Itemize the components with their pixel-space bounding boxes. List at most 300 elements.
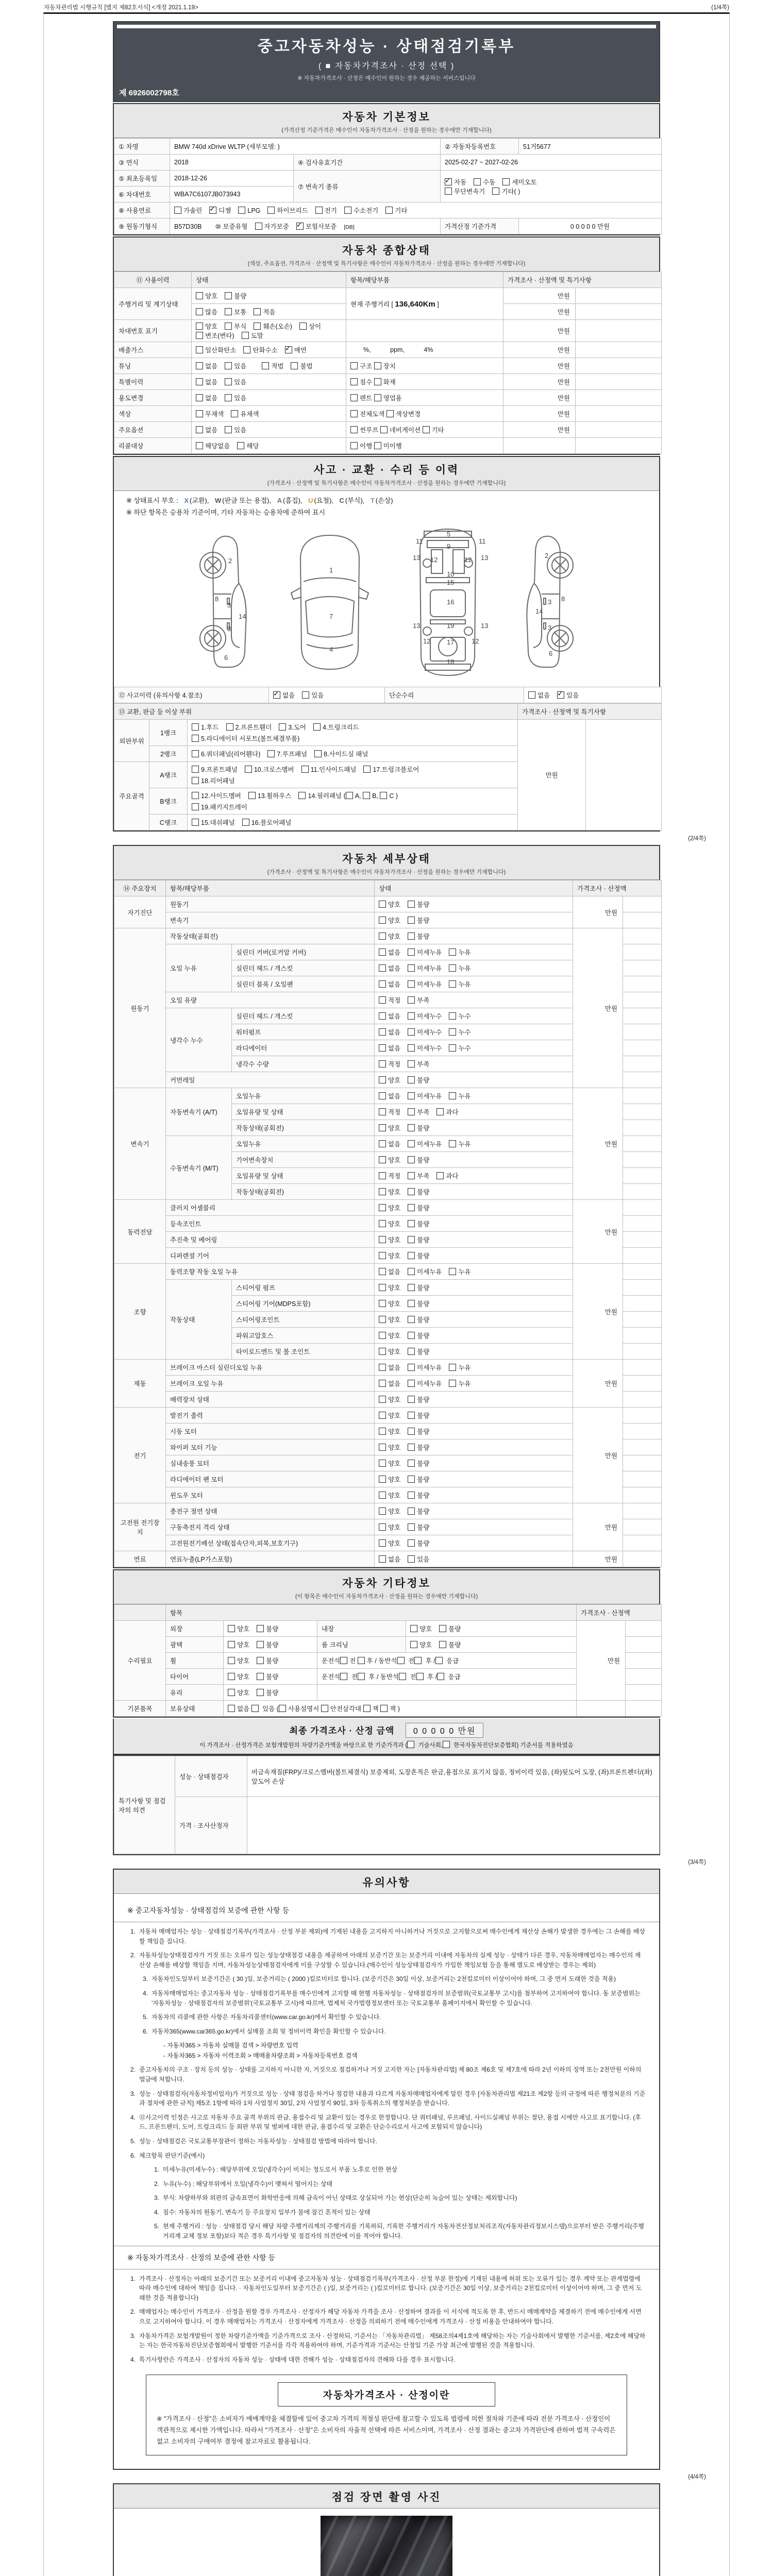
option-label: 보통 xyxy=(234,309,247,316)
notice-subitem-number: 3. xyxy=(154,2194,159,2202)
checkbox[interactable] xyxy=(445,188,452,195)
checkbox[interactable] xyxy=(379,1523,386,1531)
checkbox[interactable] xyxy=(408,901,415,908)
checkbox[interactable] xyxy=(408,1284,415,1291)
blank-cell xyxy=(623,1360,662,1376)
checkbox[interactable] xyxy=(196,442,203,449)
checkbox[interactable] xyxy=(350,410,358,417)
checkbox-checked[interactable] xyxy=(273,691,280,699)
checkbox[interactable] xyxy=(408,933,415,940)
checkbox[interactable] xyxy=(528,691,535,699)
checkbox[interactable] xyxy=(255,223,262,230)
checkbox[interactable] xyxy=(299,323,307,330)
diagram-part-number: 13 xyxy=(481,554,489,562)
state-cell xyxy=(375,1216,573,1232)
checkbox[interactable] xyxy=(346,792,353,799)
option xyxy=(408,1411,429,1420)
checkbox[interactable] xyxy=(248,792,256,799)
checkbox[interactable] xyxy=(439,1625,446,1632)
checkbox[interactable] xyxy=(379,1060,386,1067)
checkbox[interactable] xyxy=(350,362,358,369)
notice-item-text: 자동차인도일부터 보증기간은 ( 30 )일, 보증거리는 ( 2000 )킬로미터로 합니다. (보증기간은 30일 이상, 보증거리는 2천킬로미터 이상이어야 하며, 그 중 먼저 도래한 것을 적용) xyxy=(152,1975,616,1983)
checkbox[interactable] xyxy=(379,1348,386,1355)
checkbox[interactable] xyxy=(251,1705,259,1712)
checkbox-checked[interactable] xyxy=(557,691,564,699)
text: 썬루프 xyxy=(360,427,380,434)
checkbox[interactable] xyxy=(408,1140,415,1147)
option xyxy=(315,206,337,215)
option-label: 없음 xyxy=(282,692,295,699)
checkbox[interactable] xyxy=(358,1657,365,1664)
checkbox[interactable] xyxy=(449,1044,456,1052)
checkbox[interactable] xyxy=(408,1252,415,1259)
item-label: 냉각수 수량 xyxy=(232,1056,375,1072)
option-label: 양호 xyxy=(237,1673,250,1681)
checkbox[interactable] xyxy=(449,964,456,972)
checkbox[interactable] xyxy=(379,1316,386,1323)
checkbox[interactable] xyxy=(350,394,358,401)
checkbox[interactable] xyxy=(379,1076,386,1083)
checkbox[interactable] xyxy=(449,1028,456,1036)
checkbox[interactable] xyxy=(379,1172,386,1179)
checkbox[interactable] xyxy=(254,323,261,330)
checkbox[interactable] xyxy=(408,1316,415,1323)
table-row xyxy=(114,320,662,342)
checkbox[interactable] xyxy=(196,378,203,385)
checkbox[interactable] xyxy=(379,996,386,1004)
checkbox-checked[interactable] xyxy=(209,207,216,214)
state-cell xyxy=(375,1471,573,1487)
exchange-parts-table xyxy=(114,703,662,831)
checkbox[interactable] xyxy=(192,777,199,784)
checkbox[interactable] xyxy=(225,394,232,401)
checkbox[interactable] xyxy=(379,980,386,988)
checkbox[interactable] xyxy=(379,1380,386,1387)
checkbox[interactable] xyxy=(231,410,238,417)
checkbox[interactable] xyxy=(379,1555,386,1563)
option xyxy=(379,1347,400,1356)
checkbox[interactable] xyxy=(408,1108,415,1115)
checkbox[interactable] xyxy=(379,1220,386,1227)
checkbox[interactable] xyxy=(379,1428,386,1435)
checkbox[interactable] xyxy=(225,378,232,385)
option xyxy=(231,409,259,418)
checkbox[interactable] xyxy=(228,1641,235,1648)
checkbox[interactable] xyxy=(344,207,351,214)
state-cell xyxy=(406,1637,577,1653)
checkbox[interactable] xyxy=(408,948,415,956)
checkbox[interactable] xyxy=(408,1092,415,1099)
checkbox[interactable] xyxy=(379,1124,386,1131)
checkbox[interactable] xyxy=(408,996,415,1004)
checkbox[interactable] xyxy=(243,346,250,353)
checkbox[interactable] xyxy=(436,1172,444,1179)
notice-item-text: 중고자동차의 구조 · 장치 등의 성능 · 상태를 고지하지 아니한 자, 거짓으로 점검하거나 거짓 고지한 자는 [자동차관리법] 제 80조 제6호 및 제7호에 따라 2년 이하의 징역 또는 2천만원 이하의 벌금에 처합니다. xyxy=(139,2066,642,2083)
checkbox[interactable] xyxy=(408,1076,415,1083)
checkbox[interactable] xyxy=(379,1028,386,1036)
text: 전 xyxy=(408,1673,416,1681)
checkbox[interactable] xyxy=(350,426,358,433)
checkbox[interactable] xyxy=(379,1140,386,1147)
checkbox[interactable] xyxy=(408,1380,415,1387)
option-label: 부족 xyxy=(417,1061,430,1068)
rank-label: 1랭크 xyxy=(149,720,188,746)
checkbox[interactable] xyxy=(379,1539,386,1547)
diagram-part-number: 10 xyxy=(447,570,455,578)
checkbox[interactable] xyxy=(449,1380,456,1387)
sub-group-label: 수동변속기 (M/T) xyxy=(166,1136,232,1200)
checkbox[interactable] xyxy=(379,1236,386,1243)
option xyxy=(474,177,495,187)
checkbox[interactable] xyxy=(174,207,181,214)
checkbox[interactable] xyxy=(379,901,386,908)
checkbox[interactable] xyxy=(196,426,203,433)
checkbox[interactable] xyxy=(379,1444,386,1451)
checkbox[interactable] xyxy=(408,1539,415,1547)
checkbox[interactable] xyxy=(408,1523,415,1531)
checkbox[interactable] xyxy=(196,394,203,401)
col-header: 항목/해당부품 xyxy=(346,272,503,288)
item-label: 와이퍼 모터 기능 xyxy=(166,1439,375,1455)
checkbox[interactable] xyxy=(226,723,233,731)
checkbox[interactable] xyxy=(379,933,386,940)
checkbox-checked[interactable] xyxy=(445,178,452,185)
checkbox[interactable] xyxy=(408,1396,415,1403)
checkbox[interactable] xyxy=(267,207,275,214)
option xyxy=(257,1656,278,1665)
checkbox[interactable] xyxy=(408,1348,415,1355)
option-label: 불량 xyxy=(417,1492,430,1499)
checkbox[interactable] xyxy=(443,1741,450,1748)
checkbox[interactable] xyxy=(408,1156,415,1163)
checkbox[interactable] xyxy=(449,980,456,988)
checkbox[interactable] xyxy=(315,207,323,214)
detail-table xyxy=(114,880,662,1567)
mileage-cell xyxy=(346,288,503,320)
checkbox[interactable] xyxy=(267,750,275,757)
checkbox[interactable] xyxy=(379,1284,386,1291)
part-item xyxy=(192,791,241,800)
checkbox[interactable] xyxy=(449,1268,456,1275)
option xyxy=(408,1091,442,1100)
checkbox[interactable] xyxy=(408,917,415,924)
checkbox[interactable] xyxy=(379,1156,386,1163)
checkbox[interactable] xyxy=(408,1172,415,1179)
checkbox[interactable] xyxy=(257,1689,264,1696)
checkbox[interactable] xyxy=(363,766,371,773)
checkbox[interactable] xyxy=(416,1673,424,1680)
checkbox[interactable] xyxy=(192,803,199,810)
item-label: 충전구 절연 상태 xyxy=(166,1503,375,1519)
checkbox[interactable] xyxy=(340,1657,347,1664)
checkbox[interactable] xyxy=(414,1657,422,1664)
checkbox[interactable] xyxy=(374,442,381,449)
option xyxy=(379,1411,400,1420)
checkbox[interactable] xyxy=(196,292,203,299)
checkbox[interactable] xyxy=(386,410,394,417)
option xyxy=(196,307,217,316)
checkbox[interactable] xyxy=(408,1300,415,1307)
checkbox[interactable] xyxy=(225,426,232,433)
checkbox[interactable] xyxy=(245,766,252,773)
checkbox[interactable] xyxy=(374,362,381,369)
checkbox[interactable] xyxy=(340,1673,347,1680)
option xyxy=(408,1363,442,1372)
checkbox[interactable] xyxy=(196,362,203,369)
checkbox[interactable] xyxy=(436,1108,444,1115)
checkbox[interactable] xyxy=(379,1188,386,1195)
checkbox[interactable] xyxy=(410,1625,417,1632)
checkbox[interactable] xyxy=(279,723,286,731)
checkbox[interactable] xyxy=(408,980,415,988)
valuation-text: ※ "가격조사 · 산정"은 소비자가 매매계약을 체결함에 있어 중고차 가격의 적절성 판단에 참고할 수 있도록 법령에 의한 절차와 기준에 따라 전문 가격조사 · 산정인이 객관적으로 제시한 가액입니다. 따라서 "가격조사 · 산정"은 소비자의 자율적 선택에 따른 서비스이며, 가격조사 · 산정 결과는 중고차 가격판단에 관하여 법적 구속력은 없고 소비자의 구매여부 결정에 참고자료로 활용됩니다. xyxy=(157,2415,616,2446)
checkbox[interactable] xyxy=(196,410,203,417)
checkbox[interactable] xyxy=(302,691,309,699)
option-label: 양호 xyxy=(388,1236,401,1244)
checkbox[interactable] xyxy=(410,1641,417,1648)
checkbox[interactable] xyxy=(298,792,306,799)
checkbox[interactable] xyxy=(192,819,199,826)
text: 구조 xyxy=(360,363,374,370)
checkbox[interactable] xyxy=(196,346,203,353)
checkbox[interactable] xyxy=(314,750,322,757)
checkbox[interactable] xyxy=(379,1092,386,1099)
checkbox[interactable] xyxy=(374,394,381,401)
checkbox[interactable] xyxy=(474,178,481,185)
checkbox[interactable] xyxy=(408,1060,415,1067)
checkbox[interactable] xyxy=(321,1705,328,1712)
rank-item-line xyxy=(192,801,513,812)
page-1 xyxy=(113,21,660,832)
checkbox-checked[interactable] xyxy=(285,346,292,353)
checkbox[interactable] xyxy=(228,1705,235,1712)
checkbox[interactable] xyxy=(192,735,199,742)
checkbox[interactable] xyxy=(408,1460,415,1467)
checkbox[interactable] xyxy=(379,1204,386,1211)
checkbox[interactable] xyxy=(379,1507,386,1515)
option-label: 부족 xyxy=(417,1109,430,1116)
checkbox[interactable] xyxy=(399,1673,406,1680)
option xyxy=(257,1688,278,1697)
option-label: 부식 xyxy=(234,323,247,330)
option xyxy=(225,377,246,386)
checkbox[interactable] xyxy=(228,1689,235,1696)
checkbox[interactable] xyxy=(225,308,232,315)
checkbox[interactable] xyxy=(358,1673,365,1680)
checkbox[interactable] xyxy=(379,948,386,956)
checkbox[interactable] xyxy=(502,178,510,185)
checkbox[interactable] xyxy=(228,1673,235,1680)
option-label: 도말 xyxy=(250,332,263,340)
row-label: 배출가스 xyxy=(114,342,192,358)
blank-cell xyxy=(623,1551,662,1567)
checkbox[interactable] xyxy=(408,1555,415,1563)
checkbox[interactable] xyxy=(225,323,232,330)
option-label: 양호 xyxy=(388,901,401,908)
checkbox[interactable] xyxy=(225,362,232,369)
option xyxy=(228,1672,249,1681)
option-label: 과다 xyxy=(446,1173,459,1180)
option-label: 가솔린 xyxy=(183,207,203,214)
rank-item-line xyxy=(192,721,513,733)
checkbox[interactable] xyxy=(379,964,386,972)
checkbox[interactable] xyxy=(407,1741,414,1748)
checkbox[interactable] xyxy=(408,1428,415,1435)
item-label: 실린더 블록 / 오일팬 xyxy=(232,976,375,992)
notice-body xyxy=(114,1894,659,2469)
checkbox[interactable] xyxy=(408,1028,415,1036)
checkbox[interactable] xyxy=(313,723,321,731)
checkbox[interactable] xyxy=(254,308,261,315)
checkbox[interactable] xyxy=(192,723,199,731)
row-label: 주행거리 및 계기상태 xyxy=(114,288,192,320)
checkbox[interactable] xyxy=(380,1705,388,1712)
checkbox[interactable] xyxy=(196,332,203,339)
checkbox[interactable] xyxy=(379,1332,386,1339)
checkbox[interactable] xyxy=(408,964,415,972)
checkbox[interactable] xyxy=(192,750,199,757)
checkbox[interactable] xyxy=(380,426,388,433)
other-row xyxy=(114,1621,662,1637)
checkbox[interactable] xyxy=(449,1364,456,1371)
state-cell xyxy=(375,992,573,1008)
checkbox[interactable] xyxy=(408,1124,415,1131)
checkbox[interactable] xyxy=(379,1012,386,1020)
checkbox[interactable] xyxy=(262,362,269,369)
text: 네비게이션 xyxy=(389,427,423,434)
detail-row xyxy=(114,1503,662,1519)
checkbox[interactable] xyxy=(379,1252,386,1259)
checkbox[interactable] xyxy=(379,1364,386,1371)
checkbox[interactable] xyxy=(408,1507,415,1515)
extra-cell xyxy=(317,1685,577,1701)
option-label: 수소전기 xyxy=(353,207,379,214)
checkbox[interactable] xyxy=(449,948,456,956)
checkbox[interactable] xyxy=(408,1332,415,1339)
checkbox[interactable] xyxy=(237,442,244,449)
checkbox[interactable] xyxy=(350,442,358,449)
option xyxy=(209,206,231,215)
blank-cell xyxy=(623,1232,662,1248)
checkbox[interactable] xyxy=(408,1364,415,1371)
checkbox-checked[interactable] xyxy=(296,223,304,230)
checkbox[interactable] xyxy=(374,378,381,385)
checkbox[interactable] xyxy=(192,792,199,799)
checkbox[interactable] xyxy=(257,1641,264,1648)
checkbox[interactable] xyxy=(408,1220,415,1227)
part-item xyxy=(314,749,368,758)
checkbox[interactable] xyxy=(408,1412,415,1419)
checkbox[interactable] xyxy=(242,332,249,339)
checkbox[interactable] xyxy=(350,378,358,385)
checkbox[interactable] xyxy=(408,1492,415,1499)
item-label: 원동기 xyxy=(166,896,375,912)
checkbox[interactable] xyxy=(408,1444,415,1451)
checkbox[interactable] xyxy=(379,917,386,924)
checkbox[interactable] xyxy=(291,362,298,369)
checkbox[interactable] xyxy=(363,792,370,799)
checkbox[interactable] xyxy=(449,1012,456,1020)
checkbox[interactable] xyxy=(408,1268,415,1275)
checkbox[interactable] xyxy=(301,766,309,773)
text: 3.도어 xyxy=(288,724,306,731)
checkbox[interactable] xyxy=(397,1657,405,1664)
option-label: 누수 xyxy=(458,1013,471,1020)
checkbox[interactable] xyxy=(228,1625,235,1632)
checkbox[interactable] xyxy=(385,207,393,214)
option xyxy=(408,1043,442,1053)
checkbox[interactable] xyxy=(379,1108,386,1115)
checkbox[interactable] xyxy=(279,1705,286,1712)
state-cell xyxy=(375,1120,573,1136)
checkbox[interactable] xyxy=(449,1140,456,1147)
checkbox[interactable] xyxy=(228,1657,235,1664)
option-label: 누유 xyxy=(458,949,471,956)
checkbox[interactable] xyxy=(408,1204,415,1211)
checkbox[interactable] xyxy=(238,207,245,214)
checkbox[interactable] xyxy=(423,426,430,433)
checkbox[interactable] xyxy=(449,1092,456,1099)
checkbox[interactable] xyxy=(192,766,199,773)
diagram-part-number: 14 xyxy=(535,607,543,615)
checkbox[interactable] xyxy=(196,323,203,330)
option-label: 양호 xyxy=(205,293,218,300)
diagram-part-number: 4 xyxy=(329,646,333,653)
checkbox[interactable] xyxy=(379,1460,386,1467)
checkbox[interactable] xyxy=(379,1268,386,1275)
opinion-label: 성능 · 상태점검자 xyxy=(175,1756,247,1797)
text: 19.패키지트레이 xyxy=(201,804,247,811)
diagram-part-number: 6 xyxy=(224,654,228,662)
option xyxy=(408,1347,429,1356)
checkbox[interactable] xyxy=(408,1188,415,1195)
checkbox[interactable] xyxy=(242,819,249,826)
checkbox[interactable] xyxy=(408,1476,415,1483)
checkbox[interactable] xyxy=(363,1705,371,1712)
checkbox[interactable] xyxy=(408,1236,415,1243)
checkbox[interactable] xyxy=(257,1625,264,1632)
checkbox[interactable] xyxy=(408,1012,415,1020)
col-header: ⑭ 주요장치 xyxy=(114,880,166,896)
checkbox[interactable] xyxy=(196,308,203,315)
checkbox[interactable] xyxy=(379,1396,386,1403)
option xyxy=(408,1538,429,1548)
checkbox[interactable] xyxy=(408,1044,415,1052)
checkbox[interactable] xyxy=(380,792,387,799)
section-comprehensive xyxy=(113,236,660,455)
checkbox[interactable] xyxy=(437,1673,444,1680)
option xyxy=(449,1091,470,1100)
inspection-photo-1 xyxy=(321,2516,452,2576)
checkbox[interactable] xyxy=(439,1641,446,1648)
checkbox[interactable] xyxy=(257,1673,264,1680)
device-label: 전기 xyxy=(114,1408,166,1503)
option xyxy=(379,1155,400,1164)
blank-cell xyxy=(576,390,662,406)
checkbox[interactable] xyxy=(435,1657,443,1664)
checkbox[interactable] xyxy=(225,292,232,299)
checkbox[interactable] xyxy=(492,188,499,195)
text: 5.라디에이터 서포트(볼트체결부품) xyxy=(201,735,300,742)
checkbox[interactable] xyxy=(379,1044,386,1052)
checkbox[interactable] xyxy=(257,1657,264,1664)
checkbox[interactable] xyxy=(379,1492,386,1499)
checkbox[interactable] xyxy=(379,1476,386,1483)
option xyxy=(228,1688,249,1697)
checkbox[interactable] xyxy=(379,1300,386,1307)
checkbox[interactable] xyxy=(379,1412,386,1419)
state-cell xyxy=(406,1621,577,1637)
